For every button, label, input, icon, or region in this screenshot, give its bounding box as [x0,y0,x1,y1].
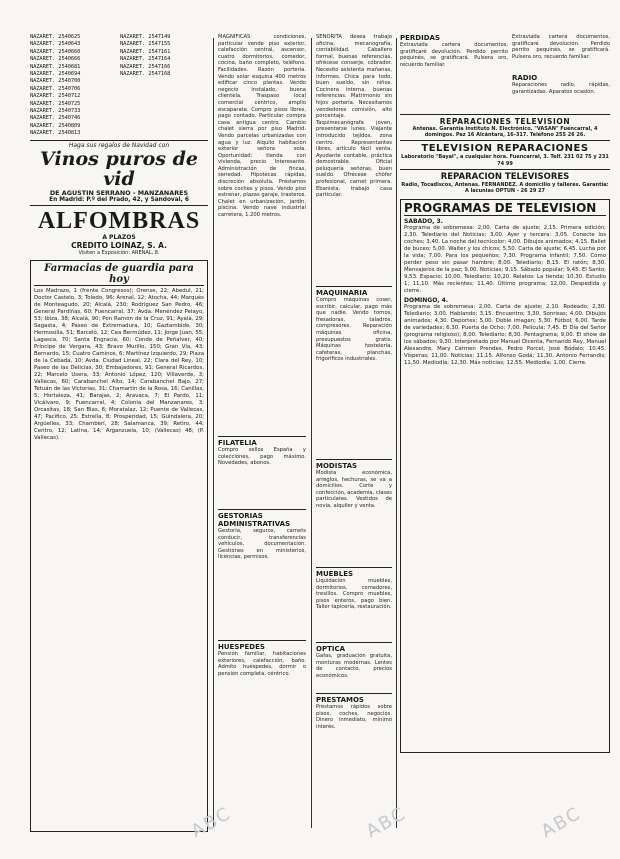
alfombras-subtitle: A PLAZOS [102,234,136,242]
column-1 [30,34,208,834]
programas-box [400,199,610,753]
muebles-heading: MUEBLES [316,570,354,578]
radio-heading: RADIO [512,74,538,82]
nazaret-line: NAZARET. 2540625 [30,34,81,40]
farmacias-title: Farmacias de guardia para hoy [34,263,204,286]
modistas-text: Modista económica, arreglos, hechuras, se va a domicilios. Corte y confección, academia, clases particulares. Vestidos de novia, alquiler y venta. [316,470,392,509]
rep-tvs-ad [400,172,610,194]
rep-tvs-text: Radio, Tocadiscos, Antenas. FERNANDEZ. A domicilio y talleres. Garantía: A lacunias OPTUN - 26 29 27 [401,181,609,195]
farmacias-box [30,260,208,832]
tv-rep-heading: TELEVISION REPARACIONES [421,143,589,155]
vinos-address: En Madrid: P.º del Prado, 42, y Sandoval, 6 [49,196,189,203]
prestamos-heading: PRESTAMOS [316,696,364,704]
vinos-title: Vinos puros de vid [40,147,198,190]
nazaret-list-1 [30,34,116,138]
nazaret-line: NAZARET. 2547168 [120,71,171,78]
nazaret-line: NAZARET. 2540813 [30,130,81,137]
vinos-tagline: Haga sus regalos de Navidad con [68,141,170,149]
perdidas-text: Extraviada cartera documentos, gratificaré devolución. Perdido perrito pequinés, se gratificará. Pulsera oro, recuerdo familiar. [400,42,508,68]
rep-tvs-heading: REPARACION TELEVISORES [440,171,570,182]
optica-heading: OPTICA [316,645,346,653]
abc-watermark: ABC [537,802,586,843]
nazaret-line: NAZARET. 2540706 [30,85,81,92]
nazaret-list-2 [120,34,208,138]
nazaret-line: NAZARET. 2540666 [30,56,81,63]
huespedes-heading: HUESPEDES [218,643,265,651]
alfombras-company: CREDITO LOINAZ, S. A. [71,241,167,251]
newspaper-page [30,34,610,834]
nazaret-line: NAZARET. 2540681 [30,63,81,70]
nazaret-line: NAZARET. 2540694 [30,71,81,78]
rep-tv-heading: REPARACIONES TELEVISION [439,117,571,126]
col3-text: SEÑORITA desea trabajo oficina, mecanografía, contabilidad. Caballero formal, buenas referencias, ofrécese conserje, cobrador. Necesito asistenta mañanas, informes. Chica para todo, buen sueldo, sin niños. Cocinera interna, buenas referencias. Matrimonio sin hijos portería. Necesitamos vendedores comisión, alto porcentaje. Taquimecanógrafa joven, presentarse lunes. Viajante introducido tejidos, zona centro. Representantes libres, artículo fácil venta. Ayudante contable, práctica demostrable. Oficial peluquería señoras, buen sueldo. Ofrécese chófer profesional, carnet primera. Ebanista, trabajo casa particular. [316,34,392,199]
column-4 [400,34,610,834]
nazaret-line: NAZARET. 2540660 [30,48,81,55]
farmacias-body: Los Madrazo, 1 (frente Congresos); Orense, 22; Abedul, 21; Doctor Castelo, 3; Toledo, 96; Arenal, 12; Atocha, 44; Marqués de Monteagudo, 20; Alcalá, 230; Rodríguez San Pedro, 46; General Pardiñas, 60; Fuencarral, 37; Avda. Menéndez Pelayo, 53; Ibiza, 38; Alcalá, 90; Pon Ramón de la Cruz, 91; Ayala, 29; Sagasta, 4; Paseo de Extremadura, 10; Gaztambide, 30; Hermosilla, 51; Barceló, 12; Cea Bermúdez, 11; Jorge Juan, 55; Lagasca, 70; Santa Engracia, 60; Conde de Peñalver, 40; Príncipe de Vergara, 43; Bravo Murillo, 150; Gran Vía, 43; Bernardo, 15; Cuatro Caminos, 6; Martínez Izquierdo, 29; Plaza de la Cebada, 10; Avda. Ciudad Lineal, 22; Clara del Rey, 10; Paseo de las Delicias, 30; Embajadores, 91; General Ricardos, 22; Marcelo Usera, 33; Antonio López, 120; Villaverde, 3; Vallecas, 60; Carabanchel Alto, 14; Carabanchel Bajo, 27; Tetuán de las Victorias, 31; Chamartín de la Rosa, 16; Canillas, 5; Hortaleza, 41; Barajas, 2; Aravaca, 7; El Pardo, 11; Vicálvaro, 9; Fuencarral, 4; Colonia del Manzanares, 3; Orcasitas, 18; San Blas, 6; Moratalaz, 12; Puente de Vallecas, 47; Pacífico, 25; Estrella, 8; Prosperidad, 15; Guindalera, 20; Argüelles, 33; Chamberí, 28; Salamanca, 39; Retiro, 44; Centro, 12; Latina, 14; Arganzuela, 10; (Vallecas) 48; (P. Vallecas). [34,288,204,442]
nazaret-line: NAZARET. 2540746 [30,115,81,122]
alfombras-exposition: Visiten a Exposición: ARENAL, 8. [78,250,160,257]
col2-text: MAGNIFICAS condiciones, particular vende piso exterior, calefacción central, ascensor, cuatro dormitorios, comedor, cocina, baño completo, teléfono. Facilidades. Razón portería. Vendo solar esquina 400 metros edificar cinco plantas. Vendo negocio instalado, buena clientela. Traspaso local comercial céntrico, amplio escaparate. Compro pisos libres, pago contado. Particular compra casa antigua centro. Cambio chalet sierra por piso Madrid. Vendo parcelas urbanizadas con agua y luz. Alquilo habitación exterior señora sola. Oportunidad: tienda con vivienda, precio interesante. Administración de fincas, seriedad. Hipotecas rápidas, discreción absoluta. Préstamos sobre coches y pisos. Vendo piso estrenar, plazas garaje, trasteros. Chalet en urbanización, jardín, piscina. Vendo nave industrial carretera, 1.200 metros. [218,34,306,219]
nazaret-line: NAZARET. 2547149 [120,34,171,40]
optica-text: Gafas, graduación gratuita, monturas modernas. Lentes de contacto, precios económicos. [316,653,392,679]
sabado-text: Programa de sobremesa: 2,00. Carta de ajuste; 2,15. Primera edición; 2,30. Telediario del Noticias; 3,00. Ayer y tercera: 3,05. Conecte los coches; 3,40. La noche del tecnicolor; 4,00. Dibujos animados; 4,15. Ballet de buceo; 5,00. Walter y los chicos; 5,50. Carta de ajuste; 6,45. Lucha por la vida; 7,00. Para los pequeños; 7,30. Programa infantil; 7,50. Cómo perder peso sin pasar hambre; 8,00. Telediario; 8,15. El ratón; 8,30. Mensajeros de la paz; 9,00. Noticias; 9,15. Sábado popular; 9,45. El Santo; 9,53. Espacio; 10,00. Telediario; 10,20. Relatos: La tienda; 10,30. Estudio 1; 11,10. Más recientes; 11,40. Último programa; 12,00. Despedida y cierre. [404,225,606,295]
nazaret-line: NAZARET. 2547155 [120,41,171,48]
gestorias-heading: GESTORIAS ADMINISTRATIVAS [218,512,291,528]
programas-title: PROGRAMAS DE TELEVISION [404,202,606,216]
maquinaria-text: Compro máquinas coser, escribir, calcular, pago más que nadie. Vendo tornos, fresadoras, taladros, compresores. Reparación máquinas oficina, presupuestos gratis. Máquinas hostelería, cafeteras, planchas, frigoríficos industriales. [316,297,392,363]
muebles-text: Liquidación muebles, dormitorios, comedores, tresillos. Compro muebles, pisos enteros, pago bien. Taller tapicería, restauración. [316,578,392,611]
domingo-text: Programa de sobremesa: 2,00. Carta de ajuste; 2,10. Rodeado; 2,30. Telediario; 3,00. Hablando; 3,15. Encuentro; 3,30. Sonrisas; 4,00. Dibujos animados; 4,30. Deportes; 5,00. Doble imagen; 5,30. Fútbol; 6,00. Tarde de variedades; 6,30. Puerta de Ocho; 7,00. Película; 7,45. El Día del Señor (programa religioso); 8,00. Telediario; 8,30. Pentagrama; 9,00. El show de los sábados; 9,30. Interpretado por Manuel Dicenta, Fernando Rey, Manuel Alexandre, Mary Carmen Prendes, Pedro Porcel, José Bódalo; 10,45. Vísperas; 11,00. Noticias; 11,15. Alfonso Godá; 11,30. Antonio Ferrandis; 11,50. Mediodía; 12,30. Más noticias; 12,55. Mediodía; 1,00. Cierre. [404,304,606,367]
maquinaria-heading: MAQUINARIA [316,289,368,297]
vinos-ad [30,143,208,203]
vinos-owner: DE AGUSTIN SERRANO - MANZANARES [49,188,189,197]
rep-tv-text: Antenas. Garantía Instituto N. Electrónico. "VASAN" Fuencarral, 4 domingos. Paz 16 Alcántara, 16-317. Teléfono 255 26 26. [412,126,598,139]
tv-rep-ad [400,143,610,166]
huespedes-text: Pensión familiar, habitaciones exteriores, calefacción, baño. Admito huéspedes, dormir o pensión completa, céntrico. [218,651,306,677]
filatelia-text: Compro sellos España y colecciones, pago máximo. Novedades, abonos. [218,447,306,467]
perdidas-heading: PERDIDAS [400,34,440,42]
nazaret-line: NAZARET. 2540712 [30,93,81,100]
domingo-heading: DOMINGO, 4. [404,297,449,305]
nazaret-line: NAZARET. 2540733 [30,108,81,115]
column-2 [218,34,306,834]
alfombras-title: ALFOMBRAS [37,208,201,235]
prestamos-text: Préstamos rápidos sobre pisos, coches, negocios. Dinero inmediato, mínimo interés. [316,704,392,730]
nazaret-line: NAZARET. 2540700 [30,78,81,85]
nazaret-line: NAZARET. 2540725 [30,100,81,107]
nazaret-line: NAZARET. 2547164 [120,56,171,63]
modistas-heading: MODISTAS [316,462,358,470]
tv-rep-text: Laboratorio "Bayal", a cualquier hora. Fuencarral, 3. Telf. 231 02 75 y 231 74 99 [401,154,609,167]
rep-tv-ad [400,117,610,138]
perdidas-text-cont: Extraviada cartera documentos, gratificaré devolución. Perdido perrito pequinés, se gratificará. Pulsera oro, recuerdo familiar. [512,34,610,60]
nazaret-line: NAZARET. 2540643 [30,41,81,48]
nazaret-line: NAZARET. 2547161 [120,48,171,55]
gestorias-text: Gestoría, seguros, carnets conducir, transferencias vehículos, documentación. Gestiones en ministerios, licencias, permisos. [218,528,306,561]
nazaret-line: NAZARET. 2540809 [30,122,81,129]
abc-watermark: ABC [187,802,236,843]
abc-watermark: ABC [362,802,411,843]
sabado-heading: SABADO, 3. [404,218,443,226]
radio-text: Reparaciones radio, rápidas, garantizadas. Aparatos ocasión. [512,82,610,95]
nazaret-line: NAZARET. 2547166 [120,63,171,70]
filatelia-heading: FILATELIA [218,439,257,447]
column-3 [316,34,392,834]
alfombras-ad [30,208,208,256]
